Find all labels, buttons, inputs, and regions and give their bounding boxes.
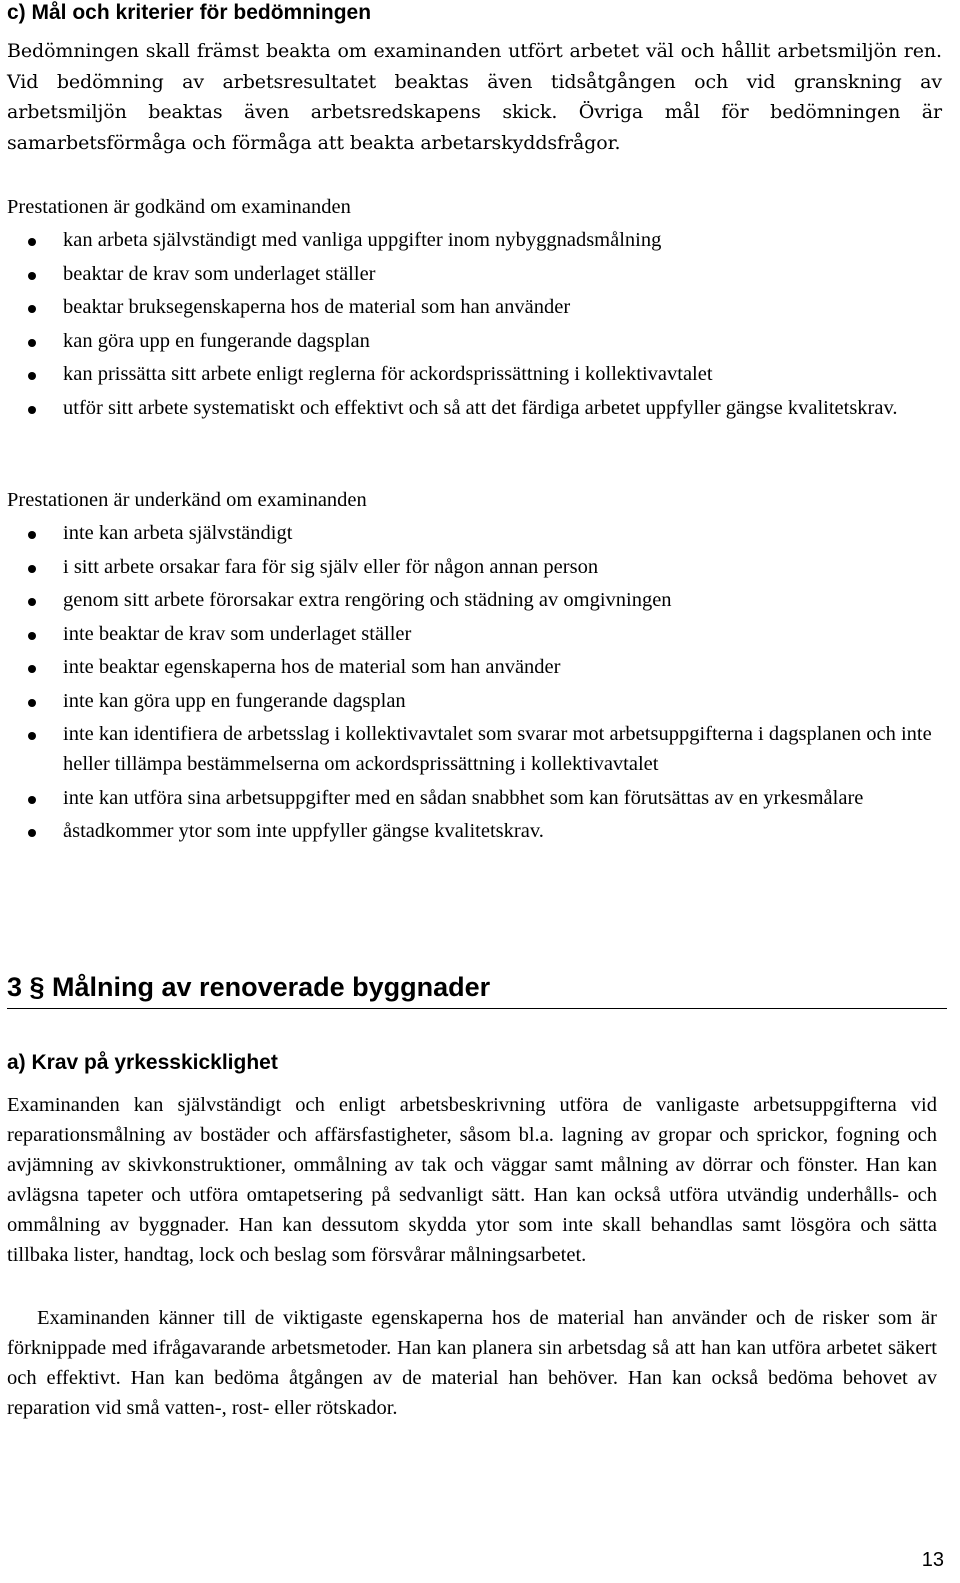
list-item-text: beaktar bruksegenskaperna hos de material som han använder bbox=[63, 296, 571, 318]
list-item-text: inte beaktar de krav som underlaget ställer bbox=[63, 622, 412, 645]
bullet-icon bbox=[28, 699, 36, 707]
list-item-text: utför sitt arbete systematiskt och effektivt och så att det färdiga arbetet uppfyller gängse kvalitetskrav. bbox=[63, 396, 898, 419]
section-a-paragraph-1: Examinanden kan självständigt och enligt arbetsbeskrivning utföra de vanligaste arbetsuppgifterna vid reparationsmålning av bostäder och affärsfastigheter, såsom bl.a. lagning av gropar och sprickor, fogning och avjämning av skivkonstruktioner, ommålning av tak och väggar samt målning av dörrar och fönster. Han kan avlägsna tapeter och utföra omtapetsering på sedvanligt sätt. Han kan också utföra utvändig underhålls- och ommålning av byggnader. Han kan dessutom skydda ytor som inte skall behandlas samt lösgöra och sätta tillbaka lister, handtag, lock och beslag som försvårar målningsarbetet. bbox=[7, 1094, 937, 1266]
chapter-title: 3 § Målning av renoverade byggnader bbox=[7, 972, 491, 1002]
bullet-icon bbox=[28, 829, 36, 837]
bullet-icon bbox=[28, 272, 36, 280]
bullet-icon bbox=[28, 598, 36, 606]
underkand-lead-text: Prestationen är underkänd om examinanden bbox=[7, 489, 367, 511]
list-item bbox=[7, 719, 937, 779]
bullet-icon bbox=[28, 632, 36, 640]
list-item bbox=[7, 552, 937, 582]
list-item bbox=[7, 585, 937, 615]
list-item bbox=[7, 783, 937, 813]
bullet-icon bbox=[28, 238, 36, 246]
section-a-paragraph-2: Examinanden känner till de viktigaste egenskaperna hos de material han använder och de risker som är förknippade med ifrågavarande arbetsmetoder. Han kan planera sin arbetsdag så att han kan utföra arbetet säkert och effektivt. Han kan bedöma åtgången av de material han behöver. Han kan också bedöma behovet av reparation vid små vatten-, rost- eller rötskador. bbox=[7, 1307, 937, 1419]
section-c-intro-paragraph: Bedömningen skall främst beakta om examinanden utfört arbetet väl och hållit arbetsmiljön ren. Vid bedömning av arbetsresultatet beaktas även tidsåtgången och vid granskning av arbetsmiljön beaktas även arbetsredskapens skick. Övriga mål för bedömningen är samarbetsförmåga och förmåga att beakta arbetarskyddsfrågor. bbox=[7, 40, 942, 154]
bullet-icon bbox=[28, 565, 36, 573]
list-item bbox=[7, 359, 937, 389]
godkand-criteria-list bbox=[7, 225, 937, 426]
list-item bbox=[7, 518, 937, 548]
bullet-icon bbox=[28, 406, 36, 414]
list-item bbox=[7, 619, 937, 649]
list-item-text: inte beaktar egenskaperna hos de material som han använder bbox=[63, 656, 561, 678]
section-a-heading: a) Krav på yrkesskicklighet bbox=[7, 1051, 278, 1074]
page-number: 13 bbox=[921, 1549, 944, 1571]
list-item-text: inte kan utföra sina arbetsuppgifter med en sådan snabbhet som kan förutsättas av en yrkesmålare bbox=[63, 786, 864, 809]
bullet-icon bbox=[28, 305, 36, 313]
godkand-lead-text: Prestationen är godkänd om examinanden bbox=[7, 196, 351, 218]
list-item bbox=[7, 816, 937, 846]
bullet-icon bbox=[28, 339, 36, 347]
bullet-icon bbox=[28, 665, 36, 673]
bullet-icon bbox=[28, 796, 36, 804]
underkand-criteria-list bbox=[7, 518, 937, 850]
list-item bbox=[7, 393, 937, 423]
list-item-text: inte kan göra upp en fungerande dagsplan bbox=[63, 689, 406, 712]
list-item-text: kan prissätta sitt arbete enligt reglerna för ackordsprissättning i kollektivavtalet bbox=[63, 363, 713, 385]
chapter-heading-block bbox=[7, 970, 947, 1009]
list-item bbox=[7, 225, 937, 255]
list-item bbox=[7, 292, 937, 322]
list-item-text: i sitt arbete orsakar fara för sig själv eller för någon annan person bbox=[63, 555, 599, 578]
list-item bbox=[7, 686, 937, 716]
list-item bbox=[7, 652, 937, 682]
list-item-text: inte kan identifiera de arbetsslag i kollektivavtalet som svarar mot arbetsuppgifterna i dagsplanen och inte heller tillämpa bestämmelserna om ackordsprissättning i kollektivavtalet bbox=[63, 723, 932, 775]
list-item-text: beaktar de krav som underlaget ställer bbox=[63, 262, 376, 285]
section-c-heading: c) Mål och kriterier för bedömningen bbox=[7, 1, 372, 24]
list-item-text: åstadkommer ytor som inte uppfyller gängse kvalitetskrav. bbox=[63, 820, 544, 842]
list-item-text: inte kan arbeta självständigt bbox=[63, 522, 293, 544]
bullet-icon bbox=[28, 531, 36, 539]
list-item bbox=[7, 259, 937, 289]
list-item bbox=[7, 326, 937, 356]
list-item-text: genom sitt arbete förorsakar extra rengöring och städning av omgivningen bbox=[63, 589, 672, 611]
bullet-icon bbox=[28, 372, 36, 380]
list-item-text: kan göra upp en fungerande dagsplan bbox=[63, 329, 370, 352]
bullet-icon bbox=[28, 732, 36, 740]
list-item-text: kan arbeta självständigt med vanliga uppgifter inom nybyggnadsmålning bbox=[63, 229, 662, 251]
